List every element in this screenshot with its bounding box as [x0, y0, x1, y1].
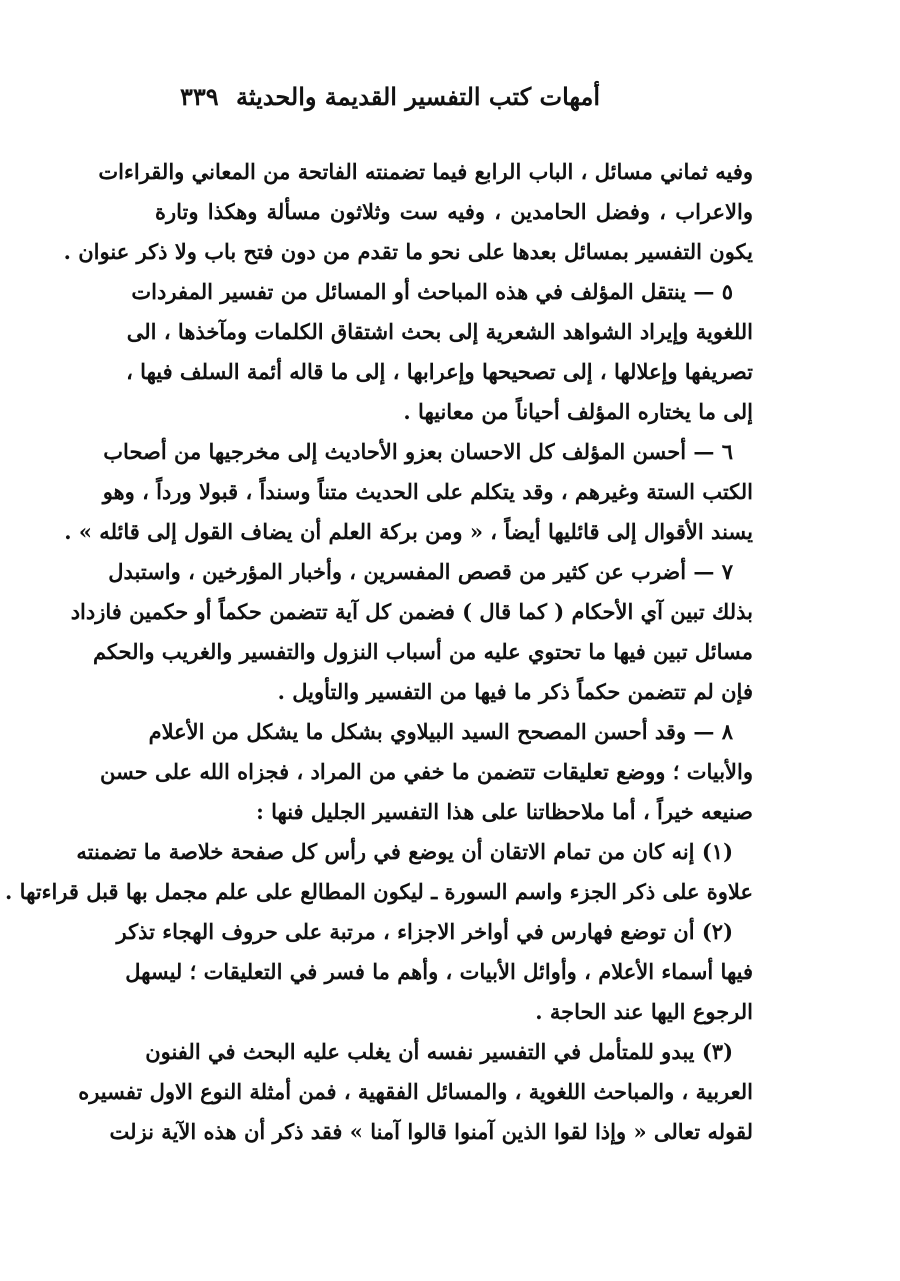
text-line: ٧ — أضرب عن كثير من قصص المفسرين ، وأخبار المؤرخين ، واستبدل: [108, 559, 733, 584]
text-line: علاوة على ذكر الجزء واسم السورة ـ ليكون المطالع على علم مجمل بها قبل قراءتها .: [5, 879, 753, 904]
page-number: ٣٣٩: [180, 82, 219, 111]
text-line: اللغوية وإيراد الشواهد الشعرية إلى بحث اشتقاق الكلمات ومآخذها ، الى: [126, 319, 753, 344]
text-line: صنيعه خيراً ، أما ملاحظاتنا على هذا التفسير الجليل فنها :: [256, 799, 753, 824]
body-text: [5, 152, 753, 1152]
text-line: لقوله تعالى « وإذا لقوا الذين آمنوا قالوا آمنا » فقد ذكر أن هذه الآية نزلت: [109, 1119, 753, 1144]
text-line: إلى ما يختاره المؤلف أحياناً من معانيها .: [403, 399, 753, 424]
text-line: مسائل تبين فيها ما تحتوي عليه من أسباب النزول والتفسير والغريب والحكم: [92, 639, 753, 664]
text-line: ٥ — ينتقل المؤلف في هذه المباحث أو المسائل من تفسير المفردات: [131, 279, 733, 304]
text-line: تصريفها وإعلالها ، إلى تصحيحها وإعرابها ، إلى ما قاله أئمة السلف فيها ،: [126, 359, 753, 384]
text-line: الكتب الستة وغيرهم ، وقد يتكلم على الحديث متناً وسنداً ، قبولا ورداً ، وهو: [102, 479, 753, 504]
running-header: [180, 78, 600, 122]
text-line: الرجوع اليها عند الحاجة .: [535, 999, 753, 1024]
text-line: العربية ، والمباحث اللغوية ، والمسائل الفقهية ، فمن أمثلة النوع الاول تفسيره: [78, 1079, 753, 1104]
text-line: ٨ — وقد أحسن المصحح السيد البيلاوي بشكل ما يشكل من الأعلام: [148, 719, 733, 744]
text-line: والأبيات ؛ ووضع تعليقات تتضمن ما خفي من المراد ، فجزاه الله على حسن: [100, 759, 753, 784]
text-line: (١) إنه كان من تمام الاتقان أن يوضع في رأس كل صفحة خلاصة ما تضمنته: [76, 839, 733, 864]
text-line: (٣) يبدو للمتأمل في التفسير نفسه أن يغلب عليه البحث في الفنون: [145, 1039, 733, 1064]
page-header-title: أمهات كتب التفسير القديمة والحديثة: [236, 82, 600, 111]
text-line: يسند الأقوال إلى قائليها أيضاً ، « ومن بركة العلم أن يضاف القول إلى قائله » .: [64, 519, 753, 544]
text-line: بذلك تبين آي الأحكام ( كما قال ) فضمن كل آية تتضمن حكماً أو حكمين فازداد: [70, 599, 753, 624]
text-line: (٢) أن توضع فهارس في أواخر الاجزاء ، مرتبة على حروف الهجاء تذكر: [116, 919, 733, 944]
text-line: يكون التفسير بمسائل بعدها على نحو ما تقدم من دون فتح باب ولا ذكر عنوان .: [63, 239, 753, 264]
text-line: ٦ — أحسن المؤلف كل الاحسان بعزو الأحاديث إلى مخرجيها من أصحاب: [103, 439, 733, 464]
text-line: فيها أسماء الأعلام ، وأوائل الأبيات ، وأهم ما فسر في التعليقات ؛ ليسهل: [125, 959, 753, 984]
text-line: والاعراب ، وفضل الحامدين ، وفيه ست وثلاثون مسألة وهكذا وتارة: [155, 199, 753, 224]
text-line: فإن لم تتضمن حكماً ذكر ما فيها من التفسير والتأويل .: [277, 679, 753, 704]
text-line: وفيه ثماني مسائل ، الباب الرابع فيما تضمنته الفاتحة من المعاني والقراءات: [98, 159, 753, 184]
